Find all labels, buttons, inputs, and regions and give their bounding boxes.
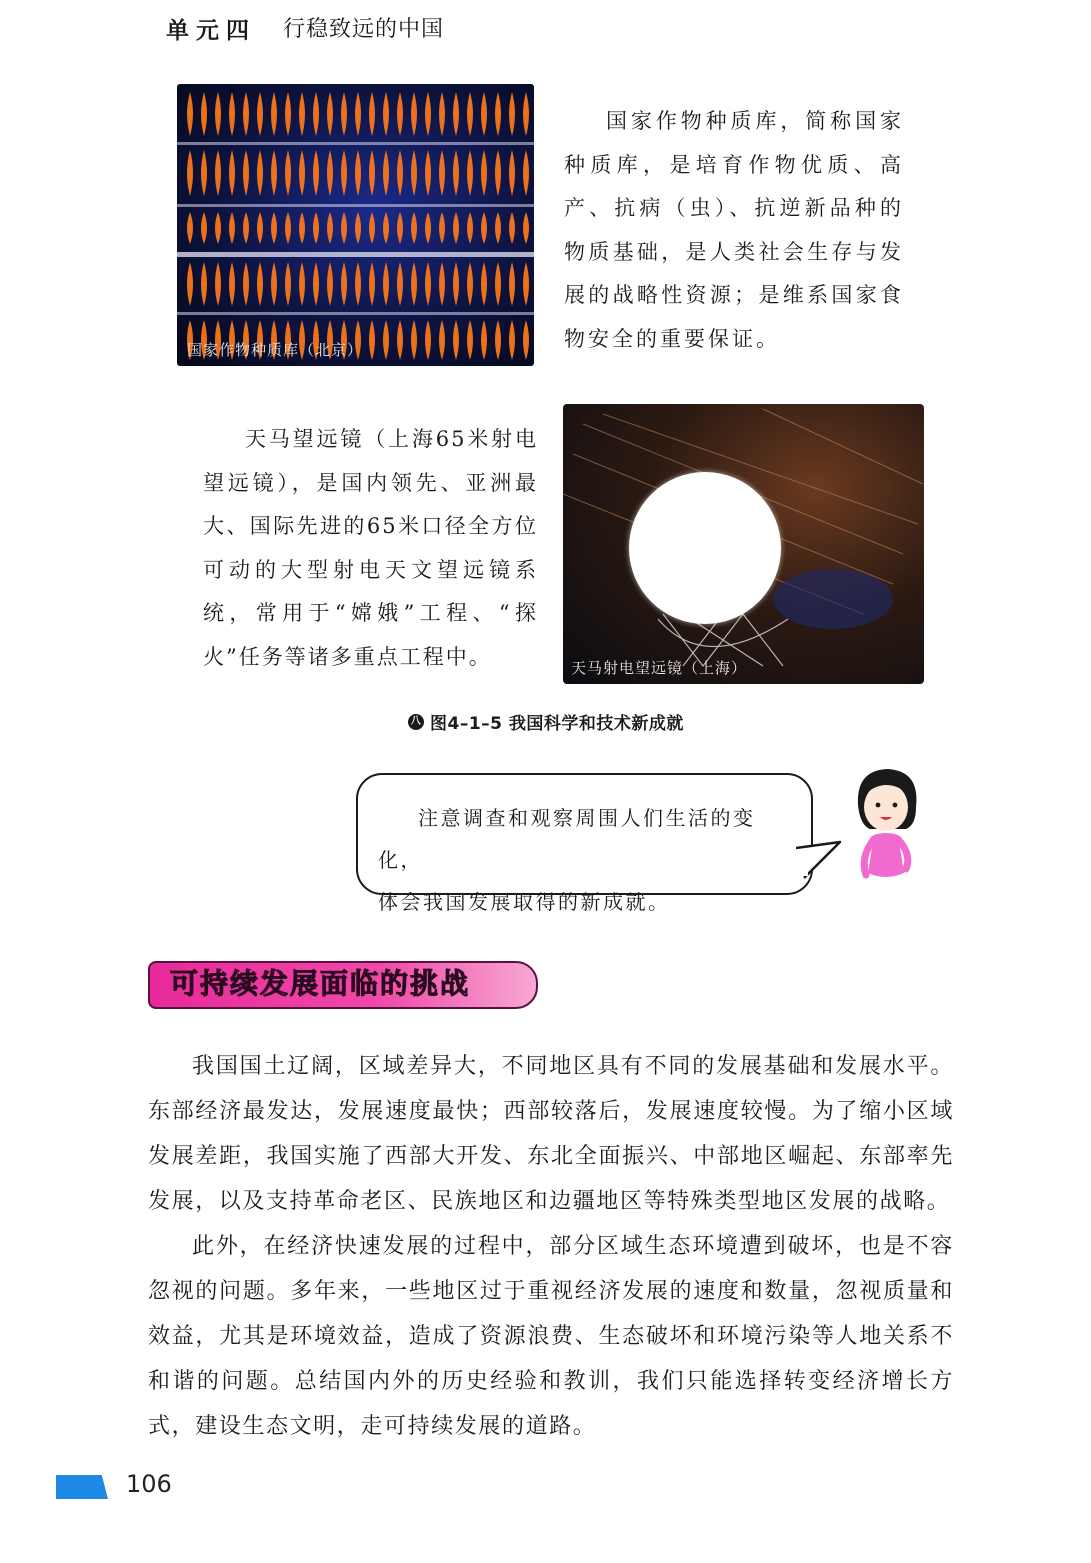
seed-tube [341, 262, 347, 306]
seed-tube [327, 262, 333, 306]
seed-tube [509, 262, 515, 306]
seed-tube [453, 150, 459, 196]
seed-tube [229, 212, 235, 244]
seed-bank-description [564, 100, 904, 361]
unit-title: 行稳致远的中国 [283, 17, 445, 42]
seed-tube [523, 212, 529, 244]
seed-tube [243, 262, 249, 306]
seed-tube [355, 262, 361, 306]
seed-tube [215, 212, 221, 244]
figure-caption [408, 709, 684, 734]
seed-tube [495, 320, 501, 360]
seed-tube [495, 212, 501, 244]
seed-tube [257, 262, 263, 306]
shelf-rail [177, 204, 534, 207]
seed-tube [187, 150, 193, 196]
seed-tube [299, 212, 305, 244]
seed-tube [439, 262, 445, 306]
seed-tube [425, 212, 431, 244]
telescope-photo [563, 404, 924, 684]
body-text [148, 1044, 954, 1449]
seed-tube [299, 150, 305, 196]
seed-tube [369, 212, 375, 244]
seed-tube [285, 212, 291, 244]
seed-tube [229, 92, 235, 136]
seed-tube [369, 262, 375, 306]
seed-tube [397, 150, 403, 196]
seed-tube [313, 262, 319, 306]
seed-tube [411, 92, 417, 136]
seed-tube [369, 92, 375, 136]
seed-tube [243, 150, 249, 196]
seed-tube [369, 320, 375, 360]
telescope-paragraph: 天马望远镜（上海65米射电望远镜），是国内领先、亚洲最大、国际先进的65米口径全方位可动的大型射电天文望远镜系统，常用于“嫦娥”工程、“探火”任务等诸多重点工程中。 [203, 427, 538, 669]
bubble-line-2: 体会我国发展取得的新成就。 [378, 890, 671, 914]
seed-tube [509, 92, 515, 136]
seed-tube [411, 150, 417, 196]
seed-tube [467, 92, 473, 136]
seed-tube [509, 320, 515, 360]
seed-tube [369, 150, 375, 196]
seed-tube [271, 212, 277, 244]
seed-tube [299, 262, 305, 306]
seed-tube [523, 262, 529, 306]
seed-tube [425, 320, 431, 360]
seed-tube [425, 92, 431, 136]
seed-tube [313, 150, 319, 196]
seed-tube [215, 92, 221, 136]
seed-tube [523, 320, 529, 360]
seed-tube [257, 92, 263, 136]
seed-tube [481, 320, 487, 360]
seed-tube [327, 212, 333, 244]
seed-tube [257, 150, 263, 196]
seed-tube [397, 92, 403, 136]
page-tab-marker [56, 1475, 108, 1499]
seed-tube [467, 262, 473, 306]
seed-tube [201, 150, 207, 196]
seed-tube [215, 150, 221, 196]
seed-tube [439, 150, 445, 196]
seed-tube [411, 320, 417, 360]
seed-tube [467, 320, 473, 360]
seed-tube [453, 212, 459, 244]
seed-tube [383, 92, 389, 136]
seed-tube [243, 92, 249, 136]
seed-tube [201, 212, 207, 244]
telescope-description [203, 418, 538, 679]
figure-caption-text: 图4–1–5 我国科学和技术新成就 [430, 714, 684, 734]
body-paragraph: 此外，在经济快速发展的过程中，部分区域生态环境遭到破坏，也是不容忽视的问题。多年来，一些地区过于重视经济发展的速度和数量，忽视质量和效益，尤其是环境效益，造成了资源浪费、生态破坏和环境污染等人地关系不和谐的问题。总结国内外的历史经验和教训，我们只能选择转变经济增长方式，建设生态文明，走可持续发展的道路。 [148, 1234, 954, 1439]
seed-tube [271, 150, 277, 196]
seed-tube [355, 212, 361, 244]
seed-tube [285, 92, 291, 136]
girl-character-icon [846, 765, 926, 890]
seed-tube [509, 150, 515, 196]
seed-tube [523, 150, 529, 196]
seed-tube [453, 92, 459, 136]
seed-tube [327, 150, 333, 196]
speech-bubble-tail [796, 838, 846, 888]
seed-tube [215, 262, 221, 306]
seed-tube [481, 92, 487, 136]
telescope-caption: 天马射电望远镜（上海） [571, 659, 748, 677]
seed-tube [313, 212, 319, 244]
seed-tube [341, 92, 347, 136]
shelf-rail [177, 312, 534, 315]
body-paragraph: 我国国土辽阔，区域差异大，不同地区具有不同的发展基础和发展水平。东部经济最发达，发展速度最快；西部较落后，发展速度较慢。为了缩小区域发展差距，我国实施了西部大开发、东北全面振兴、中部地区崛起、东部率先发展，以及支持革命老区、民族地区和边疆地区等特殊类型地区发展的战略。 [148, 1054, 954, 1214]
seed-tube [439, 212, 445, 244]
seed-tube [481, 262, 487, 306]
seed-tube [397, 262, 403, 306]
seed-tube [201, 92, 207, 136]
figure-mark-icon: 八 [408, 714, 424, 730]
seed-tube [327, 92, 333, 136]
seed-tube [299, 92, 305, 136]
seed-bank-photo [177, 84, 534, 366]
seed-tube [201, 262, 207, 306]
seed-tube [271, 92, 277, 136]
seed-tube [397, 320, 403, 360]
seed-tube [187, 92, 193, 136]
seed-tube [481, 150, 487, 196]
seed-tube [355, 92, 361, 136]
seed-tube [285, 150, 291, 196]
shelf-rail [177, 252, 534, 257]
seed-tube [383, 150, 389, 196]
seed-tube [453, 262, 459, 306]
seed-tube [397, 212, 403, 244]
seed-tube [425, 262, 431, 306]
seed-tube [243, 212, 249, 244]
seed-tube [229, 150, 235, 196]
seed-tube [523, 92, 529, 136]
seed-tube [411, 262, 417, 306]
seed-tube [257, 212, 263, 244]
page-number: 106 [126, 1470, 172, 1498]
seed-tube [355, 150, 361, 196]
seed-tube [453, 320, 459, 360]
seed-tube [341, 150, 347, 196]
seed-tube [187, 262, 193, 306]
seed-tube [495, 92, 501, 136]
seed-bank-caption: 国家作物种质库（北京） [187, 341, 364, 359]
seed-tube [439, 92, 445, 136]
seed-tube [425, 150, 431, 196]
seed-tube [313, 92, 319, 136]
seed-tube [495, 262, 501, 306]
speech-bubble-text [378, 797, 798, 923]
seed-tube [187, 212, 193, 244]
seed-tube [509, 212, 515, 244]
seed-tube [383, 212, 389, 244]
bubble-line-1: 注意调查和观察周围人们生活的变化， [378, 806, 756, 872]
seed-tube [285, 262, 291, 306]
seed-tube [341, 212, 347, 244]
seed-tube [383, 262, 389, 306]
seed-tube [411, 212, 417, 244]
seed-tube [467, 212, 473, 244]
seed-tubes-illustration [177, 84, 534, 366]
seed-bank-paragraph: 国家作物种质库，简称国家种质库，是培育作物优质、高产、抗病（虫）、抗逆新品种的物质基础，是人类社会生存与发展的战略性资源；是维系国家食物安全的重要保证。 [564, 109, 904, 351]
unit-label: 单元四 [166, 18, 256, 44]
section-heading: 可持续发展面临的挑战 [170, 967, 471, 1000]
seed-tube [467, 150, 473, 196]
shelf-rail [177, 142, 534, 145]
seed-tube [229, 262, 235, 306]
seed-tube [481, 212, 487, 244]
seed-tube [383, 320, 389, 360]
seed-tube [495, 150, 501, 196]
seed-tube [271, 262, 277, 306]
seed-tube [439, 320, 445, 360]
telescope-dish [629, 472, 781, 624]
